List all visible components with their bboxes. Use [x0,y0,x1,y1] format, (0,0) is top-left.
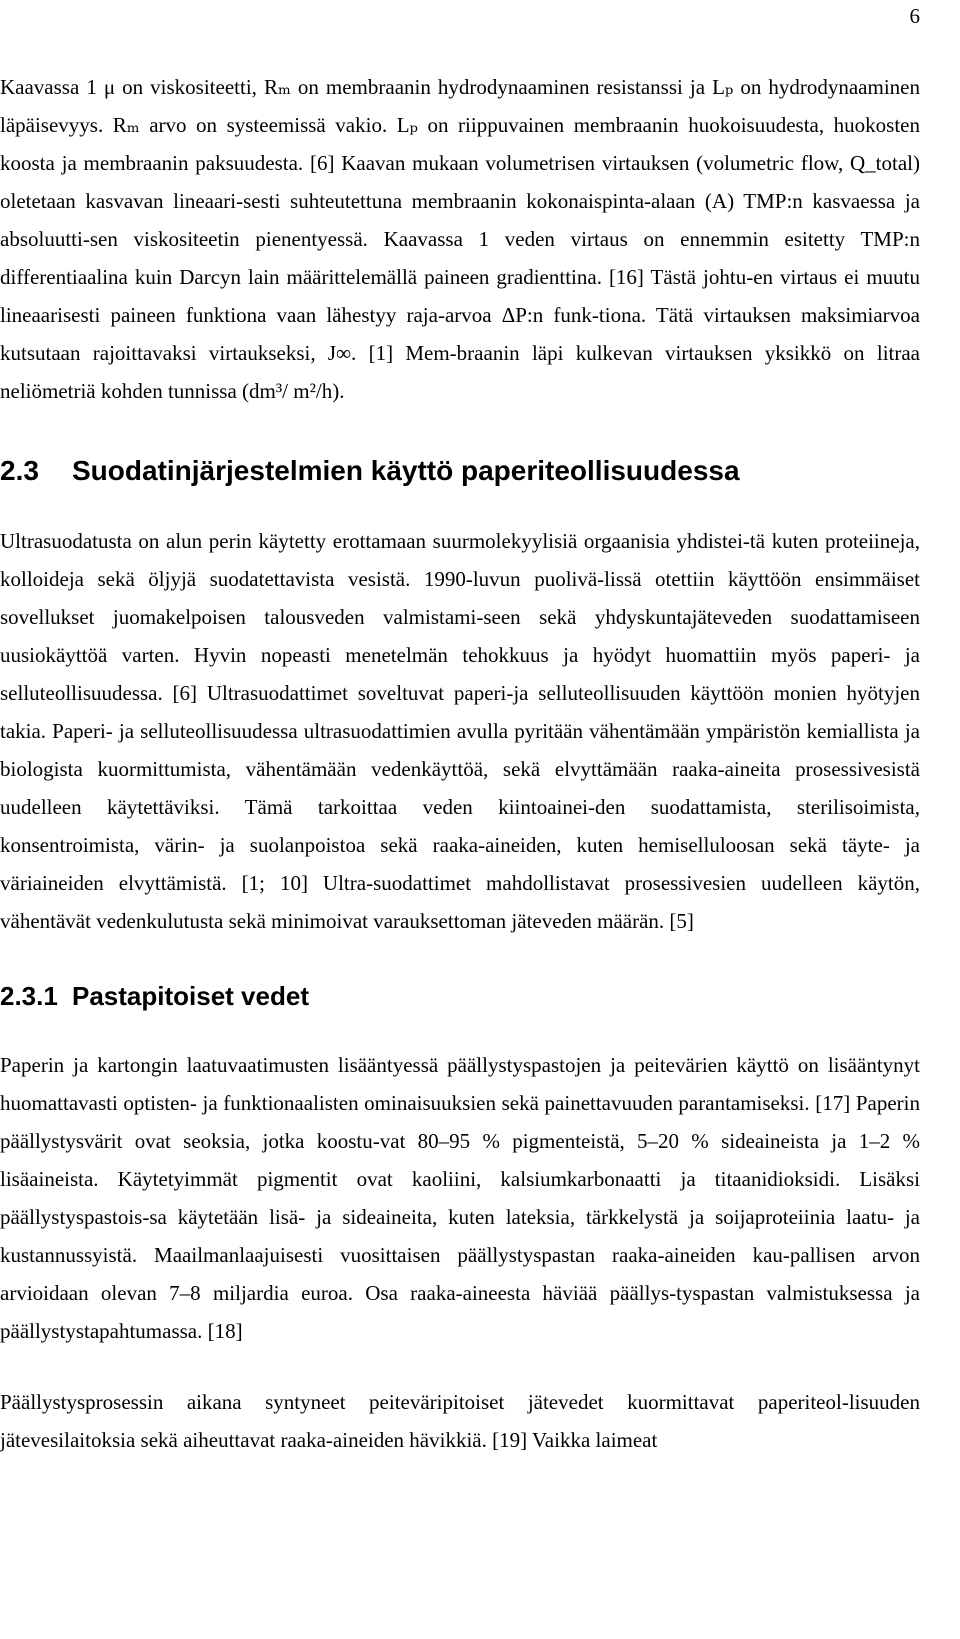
paragraph-ultrafiltration: Ultrasuodatusta on alun perin käytetty erottamaan suurmolekyylisiä orgaanisia yhdistei-tä kuten proteiineja, kolloideja sekä öljyjä suodatettavista vesistä. 1990-luvun puolivä-lissä otettiin käyttöön ensimmäiset sovellukset juomakelpoisen talousveden valmistami-seen sekä yhdyskuntajäteveden suodattamiseen uusiokäyttöä varten. Hyvin nopeasti menetelmän tehokkuus ja hyödyt huomattiin myös paperi- ja selluteollisuudessa. [6] Ultrasuodattimet soveltuvat paperi-ja selluteollisuuden käyttöön monien hyötyjen takia. Paperi- ja selluteollisuudessa ultrasuodattimien avulla pyritään vähentämään ympäristön kemiallista ja biologista kuormittumista, vähentämään vedenkäyttöä, sekä elvyttämään raaka-aineita prosessivesistä uudelleen käytettäviksi. Tämä tarkoittaa veden kiintoainei-den suodattamista, sterilisoimista, konsentroimista, värin- ja suolanpoistoa sekä raaka-aineiden, kuten hemiselluloosan sekä täyte- ja väriaineiden elvyttämistä. [1; 10] Ultra-suodattimet mahdollistavat prosessivesien uudelleen käytön, vähentävät vedenkulutusta sekä minimoivat varauksettoman jäteveden määrän. [5] [0,529,920,933]
paragraph-membrane-flow: Kaavassa 1 μ on viskositeetti, Rₘ on membraanin hydrodynaaminen resistanssi ja Lₚ on hydrodynaaminen läpäisevyys. Rₘ arvo on systeemissä vakio. Lₚ on riippuvainen membraanin huokoisuudesta, huokosten koosta ja membraanin paksuudesta. [6] Kaavan mukaan volumetrisen virtauksen (volumetric flow, Q_total) oletetaan kasvavan lineaari-sesti suhteutettuna membraanin kokonaispinta-alaan (A) TMP:n kasvaessa ja absoluutti-sen viskositeetin pienentyessä. Kaavassa 1 veden virtaus on ennemmin esitetty TMP:n differentiaalina kuin Darcyn lain määrittelemällä paineen gradienttina. [16] Tästä johtu-en virtaus ei muutu lineaarisesti paineen funktiona vaan lähestyy raja-arvoa ΔP:n funk-tiona. Tätä virtauksen maksimiarvoa kutsutaan rajoittavaksi virtaukseksi, J∞. [1] Mem-braanin läpi kulkevan virtauksen yksikkö on litraa neliömetriä kohden tunnissa (dm³/ m²/h). [0,75,920,403]
paragraph-coating-pastes: Paperin ja kartongin laatuvaatimusten lisääntyessä päällystyspastojen ja peitevärien käyttö on lisääntynyt huomattavasti optisten- ja funktionaalisten ominaisuuksien sekä painettavuuden parantamiseksi. [17] Paperin päällystysvärit ovat seoksia, jotka koostu-vat 80–95 % pigmenteistä, 5–20 % sideaineista ja 1–2 % lisäaineista. Käytetyimmät pigmentit ovat kaoliini, kalsiumkarbonaatti ja titaanidioksidi. Lisäksi päällystyspastois-sa käytetään lisä- ja sideaineita, kuten lateksia, tärkkelystä ja soijaproteiinia laatu- ja kustannussyistä. Maailmanlaajuisesti vuosittaisen päällystyspastan raaka-aineiden kau-pallisen arvon arvioidaan olevan 7–8 miljardia euroa. Osa raaka-aineesta häviää päällys-tyspastan valmistuksessa ja päällystystapahtumassa. [18] [0,1053,920,1343]
page-content [0,68,920,1459]
section-number: 2.3.1 [0,981,58,1011]
section-heading-2-3 [0,454,920,488]
section-title: Suodatinjärjestelmien käyttö paperiteollisuudessa [72,455,740,486]
section-title: Pastapitoiset vedet [72,981,309,1011]
section-number: 2.3 [0,455,39,486]
page-number: 6 [909,4,920,28]
paragraph-coating-wastewater: Päällystysprosessin aikana syntyneet peiteväripitoiset jätevedet kuormittavat paperiteol-lisuuden jätevesilaitoksia sekä aiheuttavat raaka-aineiden hävikkiä. [19] Vaikka laimeat [0,1390,920,1452]
section-heading-2-3-1 [0,980,920,1012]
